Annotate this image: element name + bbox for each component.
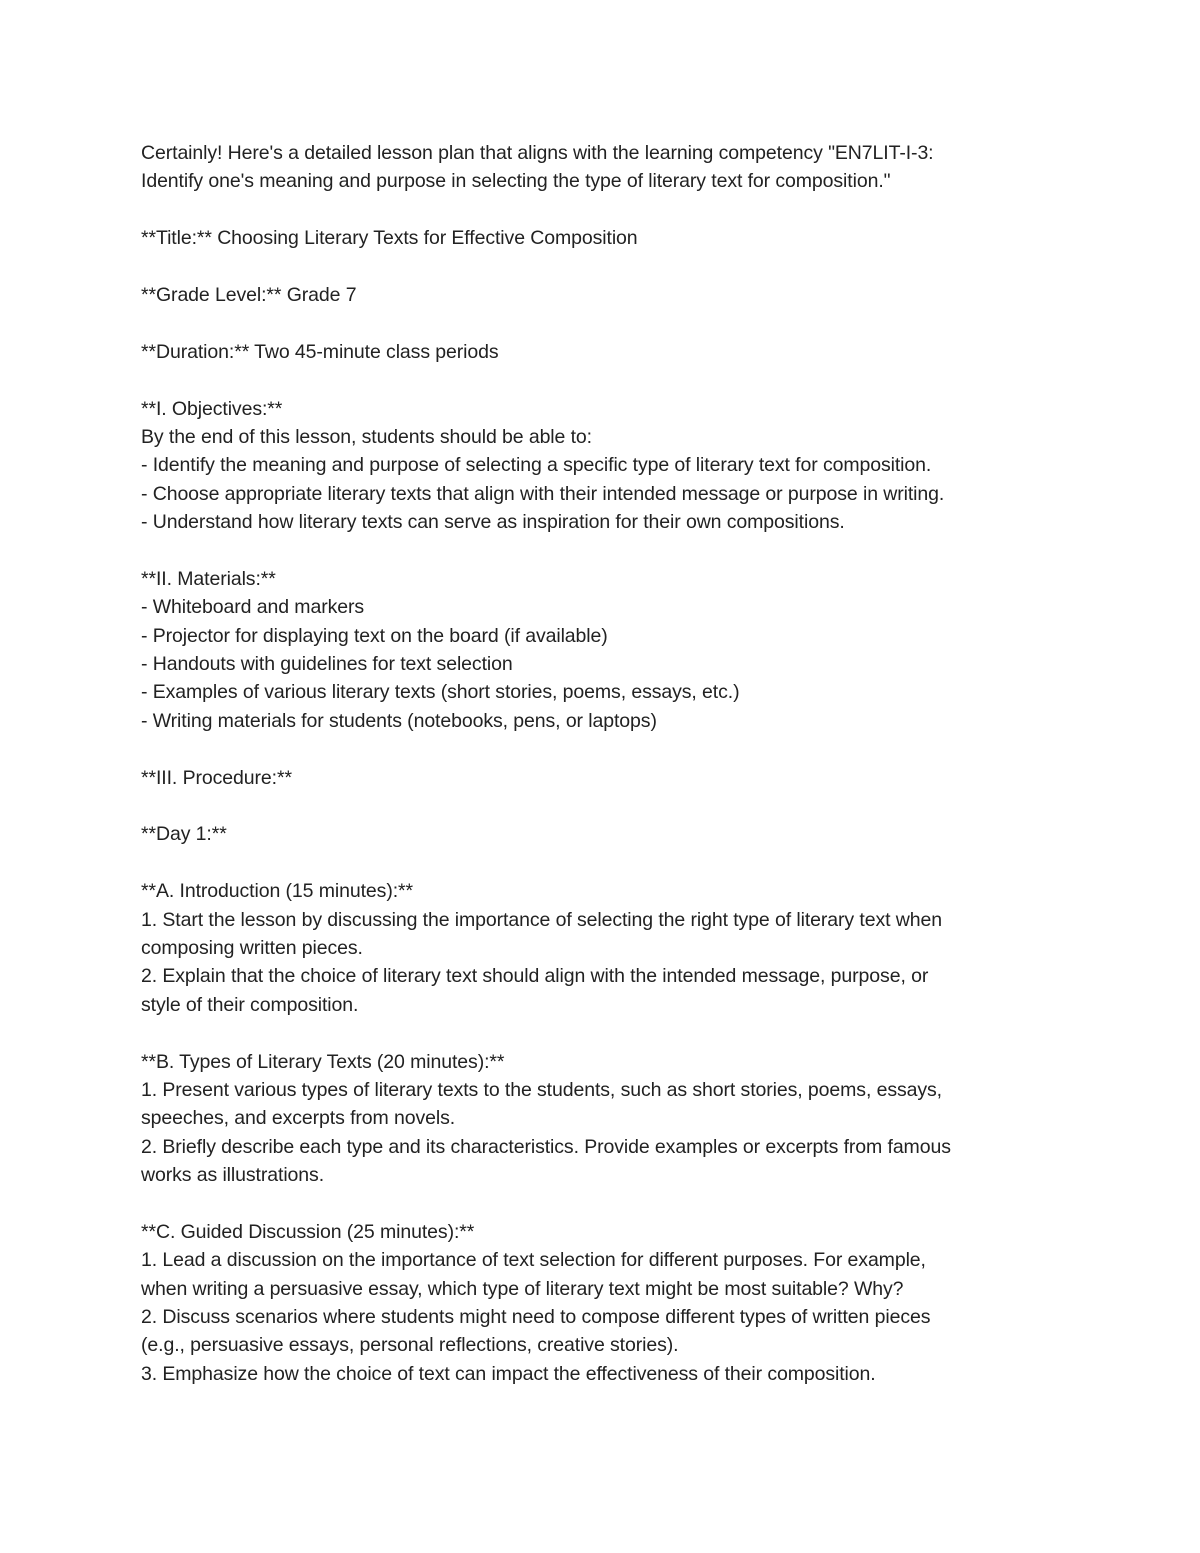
- section-a-line: 2. Explain that the choice of literary text should align with the intended message, purpose, or: [141, 965, 929, 988]
- spacer: [141, 1019, 1081, 1047]
- spacer: [141, 735, 1081, 763]
- objectives-line: - Understand how literary texts can serve as inspiration for their own compositions.: [141, 511, 845, 534]
- spacer: [141, 196, 1081, 224]
- objectives-line: By the end of this lesson, students should be able to:: [141, 425, 592, 448]
- procedure-heading: **III. Procedure:**: [141, 766, 292, 789]
- spacer: [141, 536, 1081, 564]
- spacer: [141, 253, 1081, 281]
- materials-heading: **II. Materials:**: [141, 567, 276, 590]
- grade-level-line: **Grade Level:** Grade 7: [141, 283, 357, 306]
- section-c-line: 1. Lead a discussion on the importance of text selection for different purposes. For example,: [141, 1249, 926, 1272]
- materials-line: - Writing materials for students (notebooks, pens, or laptops): [141, 709, 657, 732]
- section-a-line: style of their composition.: [141, 993, 359, 1016]
- materials-line: - Handouts with guidelines for text selection: [141, 653, 513, 676]
- objectives-heading: **I. Objectives:**: [141, 397, 283, 420]
- section-a-heading: **A. Introduction (15 minutes):**: [141, 880, 414, 903]
- spacer: [141, 366, 1081, 394]
- materials-line: - Whiteboard and markers: [141, 596, 365, 619]
- spacer: [141, 792, 1081, 820]
- spacer: [141, 849, 1081, 877]
- section-c-line: when writing a persuasive essay, which type of literary text might be most suitable? Why?: [141, 1277, 904, 1300]
- section-b-line: 2. Briefly describe each type and its characteristics. Provide examples or excerpts from famous: [141, 1135, 951, 1158]
- duration-line: **Duration:** Two 45-minute class periods: [141, 340, 499, 363]
- section-c-line: 2. Discuss scenarios where students might need to compose different types of written pieces: [141, 1306, 931, 1329]
- intro-line: Certainly! Here's a detailed lesson plan that aligns with the learning competency "EN7LIT-I-3:: [141, 142, 934, 164]
- objectives-line: - Identify the meaning and purpose of selecting a specific type of literary text for composition.: [141, 454, 932, 477]
- section-b-line: works as illustrations.: [141, 1164, 325, 1187]
- document-page: [141, 139, 1081, 1388]
- materials-line: - Projector for displaying text on the board (if available): [141, 624, 608, 647]
- section-b-line: speeches, and excerpts from novels.: [141, 1107, 456, 1130]
- section-b-line: 1. Present various types of literary texts to the students, such as short stories, poems, essays,: [141, 1078, 942, 1101]
- section-c-line: (e.g., persuasive essays, personal reflections, creative stories).: [141, 1334, 679, 1357]
- section-c-heading: **C. Guided Discussion (25 minutes):**: [141, 1220, 475, 1243]
- spacer: [141, 309, 1081, 337]
- section-c-line: 3. Emphasize how the choice of text can impact the effectiveness of their composition.: [141, 1362, 876, 1385]
- objectives-line: - Choose appropriate literary texts that align with their intended message or purpose in writing.: [141, 482, 945, 505]
- section-a-line: composing written pieces.: [141, 936, 363, 959]
- section-a-line: 1. Start the lesson by discussing the importance of selecting the right type of literary text when: [141, 908, 942, 931]
- spacer: [141, 1189, 1081, 1217]
- day1-heading: **Day 1:**: [141, 823, 227, 846]
- intro-line: Identify one's meaning and purpose in selecting the type of literary text for composition.": [141, 170, 891, 193]
- title-line: **Title:** Choosing Literary Texts for Effective Composition: [141, 227, 638, 250]
- section-b-heading: **B. Types of Literary Texts (20 minutes):**: [141, 1050, 505, 1073]
- materials-line: - Examples of various literary texts (short stories, poems, essays, etc.): [141, 681, 740, 704]
